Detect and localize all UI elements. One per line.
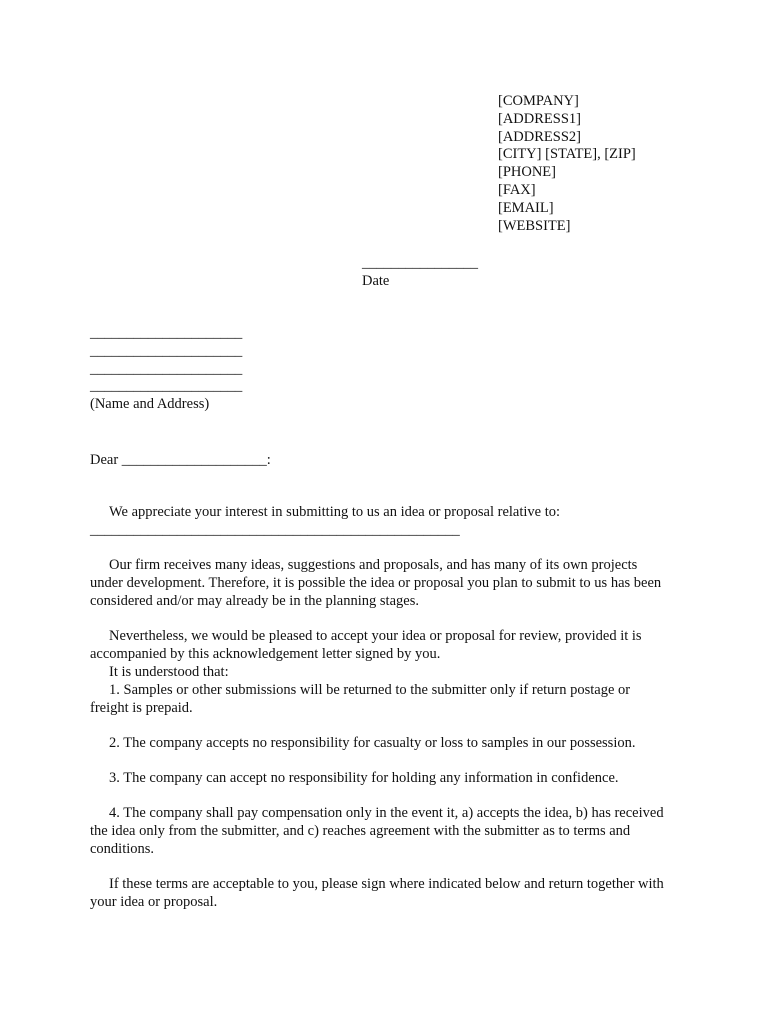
address-line-2: [ADDRESS2] bbox=[498, 128, 581, 145]
website-line: [WEBSITE] bbox=[498, 217, 571, 234]
spacer bbox=[90, 539, 670, 556]
subject-blank-line: ___________________________________________________ bbox=[90, 522, 460, 538]
date-label: Date bbox=[362, 273, 390, 289]
spacer bbox=[90, 858, 670, 875]
letter-body bbox=[90, 503, 670, 911]
city-state-zip: [CITY] [STATE], [ZIP] bbox=[498, 146, 636, 163]
date-block bbox=[362, 254, 478, 290]
spacer bbox=[90, 717, 670, 734]
term-item-4: 4. The company shall pay compensation only in the event it, a) accepts the idea, b) has received the idea only from the submitter, and c) reaches agreement with the submitter as to terms and conditions. bbox=[90, 805, 664, 857]
recipient-line-4: _____________________ bbox=[90, 378, 243, 395]
recipient-label: (Name and Address) bbox=[90, 396, 210, 413]
paragraph-nevertheless: Nevertheless, we would be pleased to accept your idea or proposal for review, provided it is accompanied by this acknowledgement letter signed by you. bbox=[90, 628, 642, 662]
email-line: [EMAIL] bbox=[498, 199, 554, 216]
term-item-2: 2. The company accepts no responsibility for casualty or loss to samples in our possession. bbox=[109, 735, 636, 751]
paragraph-firm-ideas: Our firm receives many ideas, suggestions and proposals, and has many of its own projects under development. Therefore, it is possible the idea or proposal you plan to submit to us has been considered and/or may already be in the planning stages. bbox=[90, 557, 662, 609]
address-line-1: [ADDRESS1] bbox=[498, 110, 581, 127]
paragraph-understood: It is understood that: bbox=[109, 664, 229, 680]
recipient-line-3: _____________________ bbox=[90, 360, 243, 377]
paragraph-interest: We appreciate your interest in submitting to us an idea or proposal relative to: bbox=[109, 504, 561, 520]
phone-line: [PHONE] bbox=[498, 164, 556, 181]
fax-line: [FAX] bbox=[498, 181, 536, 198]
term-item-3: 3. The company can accept no responsibility for holding any information in confidence. bbox=[109, 770, 619, 786]
spacer bbox=[90, 610, 670, 627]
recipient-block bbox=[90, 325, 242, 414]
letterhead-block bbox=[498, 93, 636, 235]
paragraph-closing: If these terms are acceptable to you, please sign where indicated below and return together with your idea or proposal. bbox=[90, 876, 664, 910]
term-item-1: 1. Samples or other submissions will be returned to the submitter only if return postage or freight is prepaid. bbox=[90, 682, 631, 716]
recipient-line-2: _____________________ bbox=[90, 342, 243, 359]
salutation: Dear ____________________: bbox=[90, 452, 271, 468]
recipient-line-1: _____________________ bbox=[90, 325, 243, 341]
spacer bbox=[90, 752, 670, 769]
date-blank-line: ________________ bbox=[362, 255, 478, 271]
spacer bbox=[90, 787, 670, 804]
company-name: [COMPANY] bbox=[498, 93, 579, 109]
